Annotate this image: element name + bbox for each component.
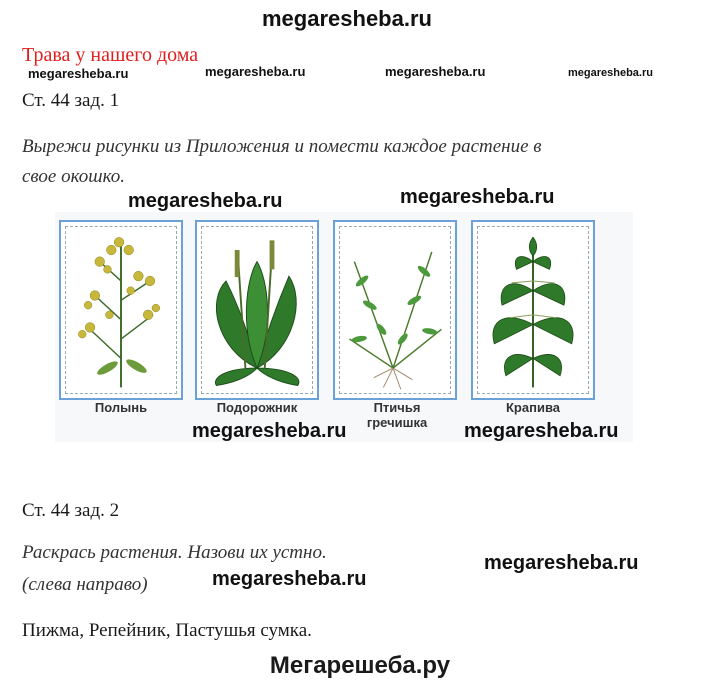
plantain-icon (197, 222, 317, 398)
watermark: megaresheba.ru (484, 552, 639, 574)
plant-label: Подорожник (216, 400, 298, 415)
watermark: megaresheba.ru (205, 64, 306, 79)
footer-brand: Мегарешеба.ру (269, 652, 451, 679)
task2-heading: Ст. 44 зад. 2 (22, 500, 120, 521)
task1-instruction-line1: Вырежи рисунки из Приложения и помести каждое растение в (22, 136, 542, 157)
plant-label-line2: гречишка (366, 415, 428, 430)
plant-card-plantain (195, 220, 319, 400)
watermark: megaresheba.ru (400, 186, 555, 208)
watermark: megaresheba.ru (212, 568, 367, 590)
plant-label-knotweed (327, 400, 467, 430)
task2-instruction-line1: Раскрась растения. Назови их устно. (22, 542, 327, 563)
watermark: megaresheba.ru (385, 64, 486, 79)
page-title: Трава у нашего дома (22, 44, 199, 66)
plant-card-knotweed (333, 220, 457, 400)
plant-label: Крапива (506, 400, 560, 415)
wormwood-icon (61, 222, 181, 398)
plant-label-line1: Птичья (373, 400, 421, 415)
plant-card-nettle (471, 220, 595, 400)
watermark: megaresheba.ru (128, 190, 283, 212)
task1-heading: Ст. 44 зад. 1 (22, 90, 120, 111)
watermark: megaresheba.ru (192, 420, 347, 442)
watermark-top: megaresheba.ru (262, 6, 432, 31)
task1-instruction-line2: свое окошко. (22, 166, 126, 187)
plant-cards-strip (55, 212, 633, 442)
watermark: megaresheba.ru (568, 67, 653, 79)
nettle-icon (473, 222, 593, 398)
task2-instruction-line2: (слева направо) (22, 574, 148, 595)
watermark: megaresheba.ru (464, 420, 619, 442)
task2-answer: Пижма, Репейник, Пастушья сумка. (22, 620, 312, 641)
knotweed-icon (335, 222, 455, 398)
watermark: megaresheba.ru (28, 66, 129, 81)
plant-label: Полынь (94, 400, 148, 415)
plant-card-wormwood (59, 220, 183, 400)
